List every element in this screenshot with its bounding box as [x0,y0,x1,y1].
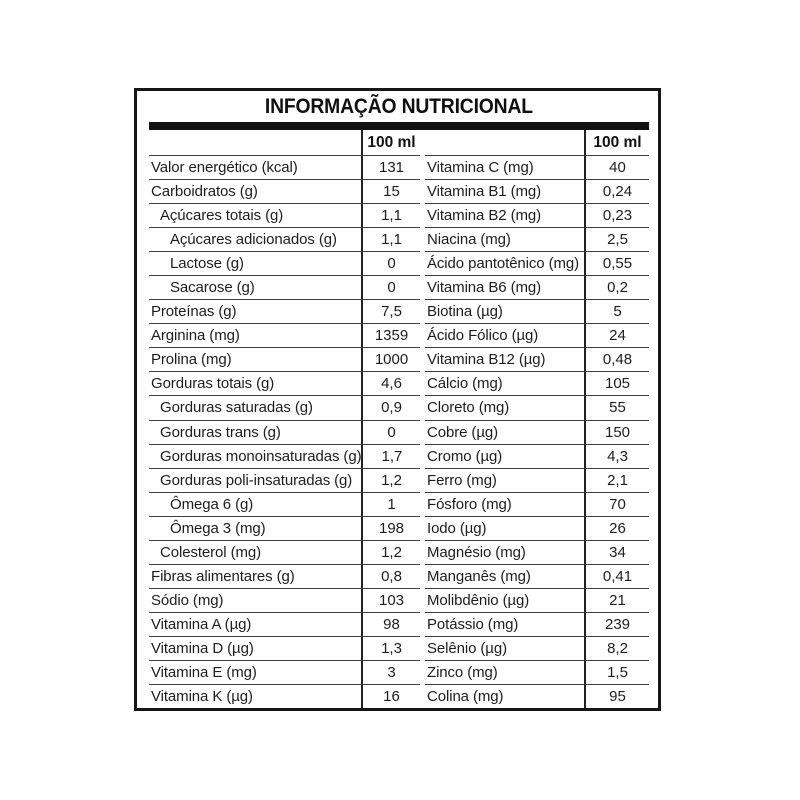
table-row [425,637,649,661]
unit-header-row-right [425,130,649,156]
nutrient-value: 1,2 [361,469,420,492]
table-row [149,300,420,324]
nutrient-value: 103 [361,589,420,612]
sub-table-right [425,130,649,708]
nutrient-label: Fósforo (mg) [427,495,512,513]
table-row [425,300,649,324]
table-row [149,396,420,420]
table-row [425,252,649,276]
nutrient-label: Gorduras totais (g) [151,375,275,393]
nutrient-value: 1 [361,493,420,516]
nutrient-value: 24 [584,324,649,347]
nutrient-value: 4,3 [584,445,649,468]
nutrient-value: 40 [584,156,649,179]
nutrient-value: 1000 [361,348,420,371]
nutrient-label: Açúcares totais (g) [160,207,284,225]
table-row [425,421,649,445]
nutrient-value: 0,23 [584,204,649,227]
nutrient-label: Vitamina B1 (mg) [427,183,541,201]
table-row [425,493,649,517]
nutrient-label: Gorduras trans (g) [160,423,281,441]
table-row [149,204,420,228]
table-row [425,204,649,228]
nutrient-label: Selênio (µg) [427,639,507,657]
table-row [149,348,420,372]
nutrient-label: Valor energético (kcal) [151,159,298,177]
nutrient-label: Cloreto (mg) [427,399,510,417]
nutrient-value: 150 [584,421,649,444]
nutrient-label: Ômega 6 (g) [170,495,254,513]
nutrient-label: Ácido pantotênico (mg) [427,255,580,273]
table-row [425,324,649,348]
nutrient-label: Zinco (mg) [427,664,498,681]
table-title-row [149,91,649,122]
nutrient-value: 55 [584,396,649,419]
nutrient-value: 0,9 [361,396,420,419]
table-row [149,637,420,661]
nutrient-label: Potássio (mg) [427,615,519,633]
nutrient-value: 1,7 [361,445,420,468]
nutrient-value: 0,41 [584,565,649,588]
table-row [425,661,649,685]
nutrient-value: 131 [361,156,420,179]
table-row [149,517,420,541]
nutrient-label: Colesterol (mg) [160,543,262,561]
table-row [425,613,649,637]
nutrient-value: 16 [361,685,420,708]
table-row [425,445,649,469]
table-row [425,517,649,541]
nutrient-label: Gorduras poli-insaturadas (g) [160,471,353,489]
nutrient-label: Cálcio (mg) [427,375,503,393]
nutrient-value: 0,8 [361,565,420,588]
nutrient-value: 1,5 [584,661,649,684]
table-row [149,613,420,637]
table-row [149,228,420,252]
table-row [425,372,649,396]
nutrient-value: 21 [584,589,649,612]
nutrient-label: Biotina (µg) [427,303,503,321]
nutrient-label: Niacina (mg) [427,231,511,249]
nutrition-facts-table [134,88,661,711]
nutrient-label: Manganês (mg) [427,567,531,585]
nutrient-value: 1,3 [361,637,420,660]
nutrient-label: Cromo (µg) [427,447,503,465]
nutrient-value: 1,1 [361,204,420,227]
table-row [149,685,420,708]
nutrient-label: Magnésio (mg) [427,543,526,561]
table-row [425,565,649,589]
table-row [425,276,649,300]
nutrient-label: Vitamina B12 (µg) [427,351,546,369]
nutrient-label: Açúcares adicionados (g) [170,231,337,249]
table-title: INFORMAÇÃO NUTRICIONAL [264,94,533,118]
nutrient-value: 0,48 [584,348,649,371]
nutrient-value: 0 [361,421,420,444]
nutrient-value: 15 [361,180,420,203]
table-row [149,541,420,565]
title-separator-bar [149,122,649,130]
nutrient-label: Vitamina K (µg) [151,688,253,706]
table-row [425,228,649,252]
table-row [149,180,420,204]
nutrient-label: Vitamina E (mg) [151,664,257,681]
nutrient-label: Sódio (mg) [151,591,224,609]
table-row [425,348,649,372]
table-row [425,589,649,613]
nutrient-label: Prolina (mg) [151,351,232,369]
table-row [149,324,420,348]
unit-header-row-left [149,130,420,156]
nutrient-label: Iodo (µg) [427,519,487,537]
sub-table-left [149,130,420,708]
nutrient-value: 0 [361,276,420,299]
nutrient-value: 2,1 [584,469,649,492]
table-row [425,180,649,204]
nutrient-value: 8,2 [584,637,649,660]
nutrient-label: Ômega 3 (mg) [170,519,266,537]
nutrient-label: Cobre (µg) [427,423,498,441]
nutrient-value: 26 [584,517,649,540]
nutrient-label: Arginina (mg) [151,327,240,345]
nutrient-label: Vitamina B2 (mg) [427,207,541,225]
table-row [149,372,420,396]
table-columns [149,130,649,708]
nutrient-value: 3 [361,661,420,684]
unit-header-label-left: 100 ml [361,130,420,155]
nutrient-label: Proteínas (g) [151,303,237,321]
table-row [425,469,649,493]
nutrient-value: 4,6 [361,372,420,395]
nutrient-value: 0,24 [584,180,649,203]
nutrient-label: Vitamina D (µg) [151,639,254,657]
nutrient-label: Ferro (mg) [427,471,497,489]
nutrient-value: 105 [584,372,649,395]
nutrient-value: 0,55 [584,252,649,275]
nutrient-value: 5 [584,300,649,323]
nutrient-label: Molibdênio (µg) [427,591,530,609]
nutrient-value: 1359 [361,324,420,347]
nutrient-label: Colina (mg) [427,688,504,706]
table-row [149,252,420,276]
table-row [149,445,420,469]
nutrient-value: 1,2 [361,541,420,564]
table-row [149,493,420,517]
unit-header-spacer-left [149,130,361,155]
nutrient-label: Ácido Fólico (µg) [427,327,539,345]
nutrient-value: 1,1 [361,228,420,251]
unit-header-spacer-right [425,130,584,155]
table-row [149,565,420,589]
table-row [149,589,420,613]
nutrient-label: Sacarose (g) [170,279,255,297]
table-row [425,156,649,180]
nutrient-label: Vitamina C (mg) [427,159,534,177]
nutrient-value: 239 [584,613,649,636]
table-row [149,421,420,445]
nutrient-label: Vitamina B6 (mg) [427,279,541,297]
table-row [149,469,420,493]
nutrient-label: Lactose (g) [170,255,244,273]
nutrient-value: 95 [584,685,649,708]
nutrient-value: 198 [361,517,420,540]
nutrient-value: 0 [361,252,420,275]
nutrient-label: Vitamina A (µg) [151,615,252,633]
nutrient-label: Gorduras saturadas (g) [160,399,313,417]
table-row [425,396,649,420]
nutrient-value: 70 [584,493,649,516]
nutrient-value: 7,5 [361,300,420,323]
nutrient-value: 34 [584,541,649,564]
unit-header-label-right: 100 ml [584,130,649,155]
nutrient-value: 2,5 [584,228,649,251]
nutrient-label: Gorduras monoinsaturadas (g) [160,447,362,465]
nutrient-label: Carboidratos (g) [151,183,258,201]
table-row [149,661,420,685]
table-row [149,276,420,300]
table-row [425,541,649,565]
table-row [425,685,649,708]
table-row [149,156,420,180]
nutrient-value: 98 [361,613,420,636]
nutrient-label: Fibras alimentares (g) [151,567,295,585]
nutrient-value: 0,2 [584,276,649,299]
